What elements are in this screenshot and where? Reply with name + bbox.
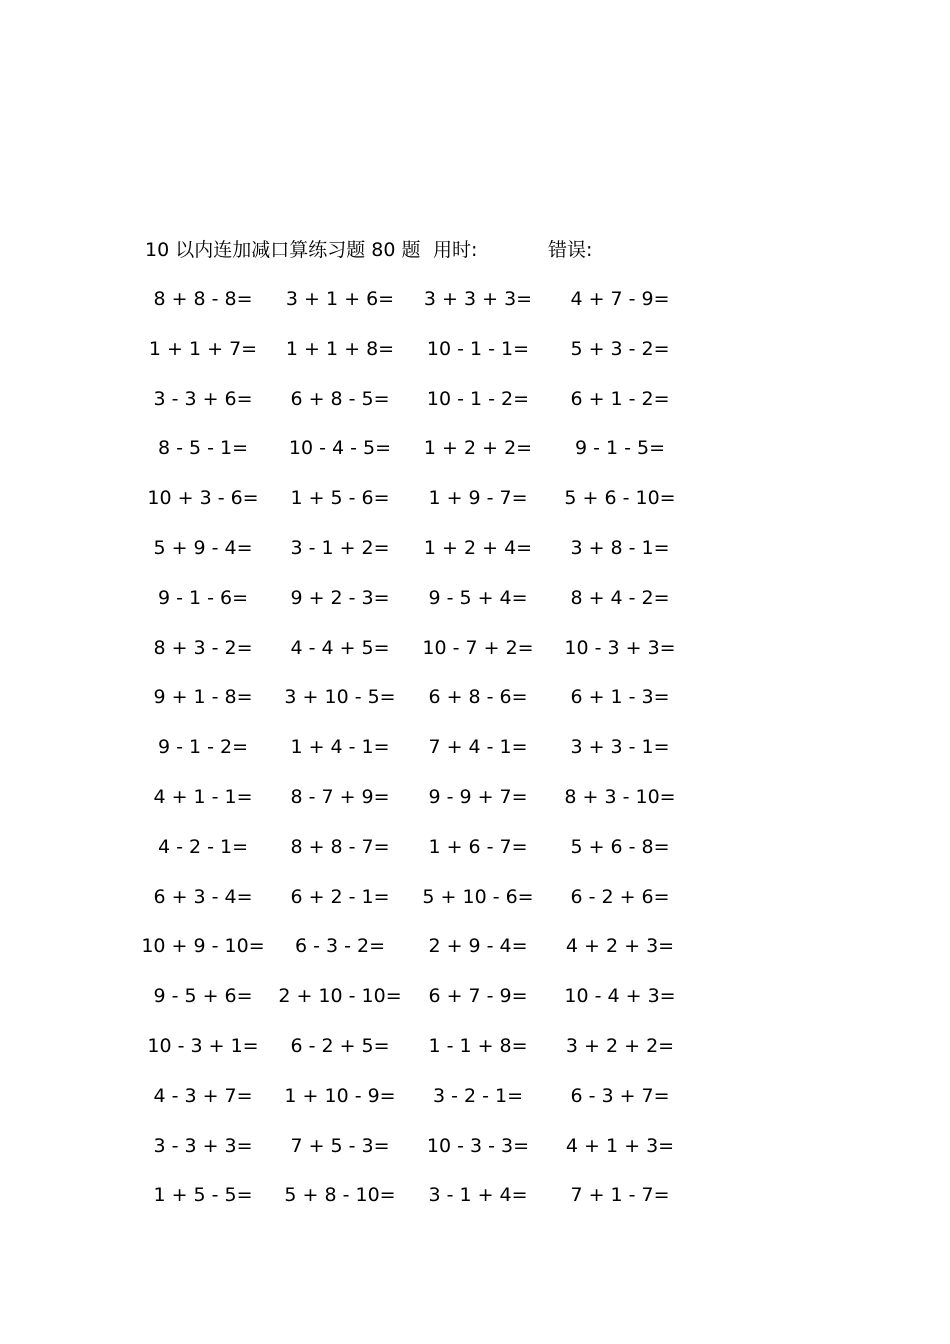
math-problem: 5 + 10 - 6= xyxy=(422,885,534,908)
math-problem: 6 + 8 - 6= xyxy=(428,686,528,709)
math-problem: 10 - 4 + 3= xyxy=(564,985,676,1008)
problem-row xyxy=(0,334,950,384)
math-problem: 9 - 1 - 5= xyxy=(574,437,666,460)
math-problem: 9 + 2 - 3= xyxy=(290,586,390,609)
math-problem: 1 + 9 - 7= xyxy=(428,487,528,510)
problem-row xyxy=(0,1131,950,1181)
math-problem: 7 + 5 - 3= xyxy=(290,1134,390,1157)
math-problem: 3 + 3 + 3= xyxy=(423,288,533,310)
math-problem: 1 + 1 + 7= xyxy=(148,337,258,360)
math-problem: 7 + 4 - 1= xyxy=(428,736,528,759)
math-problem: 10 - 7 + 2= xyxy=(422,636,534,659)
math-problem: 4 - 3 + 7= xyxy=(153,1084,253,1107)
math-problem: 1 + 2 + 4= xyxy=(423,536,533,559)
math-problem: 3 + 10 - 5= xyxy=(284,686,396,709)
math-problem: 9 - 1 - 6= xyxy=(157,586,249,609)
problem-row xyxy=(0,583,950,633)
math-problem: 5 + 6 - 8= xyxy=(570,835,670,858)
problem-row xyxy=(0,882,950,932)
math-problem: 6 + 8 - 5= xyxy=(290,387,390,410)
math-problem: 3 - 1 + 4= xyxy=(428,1184,528,1207)
problem-row xyxy=(0,682,950,732)
problem-row xyxy=(0,1081,950,1131)
math-problem: 8 + 3 - 10= xyxy=(564,785,676,808)
math-problem: 1 + 5 - 5= xyxy=(153,1184,253,1207)
math-problem: 1 + 5 - 6= xyxy=(290,487,390,510)
math-problem: 8 - 5 - 1= xyxy=(157,437,249,460)
math-problem: 6 - 3 + 7= xyxy=(570,1084,670,1107)
problem-row xyxy=(0,1180,950,1230)
math-problem: 8 + 4 - 2= xyxy=(570,586,670,609)
math-problem: 9 - 9 + 7= xyxy=(428,785,528,808)
math-problem: 1 + 1 + 8= xyxy=(285,337,395,360)
math-problem: 1 + 10 - 9= xyxy=(284,1084,396,1107)
math-problem: 3 - 3 + 3= xyxy=(153,1134,253,1157)
problem-row xyxy=(0,931,950,981)
math-problem: 6 + 7 - 9= xyxy=(428,985,528,1008)
math-problem: 10 - 4 - 5= xyxy=(288,437,392,460)
math-problem: 10 - 1 - 1= xyxy=(426,337,530,360)
math-problem: 6 - 2 + 6= xyxy=(570,885,670,908)
math-problem: 8 - 7 + 9= xyxy=(290,785,390,808)
math-problem: 3 + 3 - 1= xyxy=(570,736,670,759)
math-problem: 6 + 2 - 1= xyxy=(290,885,390,908)
problem-row xyxy=(0,981,950,1031)
math-problem: 10 + 9 - 10= xyxy=(141,935,265,958)
math-problem: 5 + 3 - 2= xyxy=(570,337,670,360)
math-problem: 3 - 2 - 1= xyxy=(432,1084,524,1107)
problem-row xyxy=(0,433,950,483)
problem-row xyxy=(0,732,950,782)
worksheet-title: 10 以内连加减口算练习题 80 题 xyxy=(145,239,421,261)
math-problem: 3 + 2 + 2= xyxy=(565,1034,675,1057)
math-problem: 4 + 1 + 3= xyxy=(565,1134,675,1157)
math-problem: 6 + 3 - 4= xyxy=(153,885,253,908)
math-problem: 3 + 1 + 6= xyxy=(285,288,395,310)
math-problem: 4 + 7 - 9= xyxy=(570,288,670,310)
math-problem: 4 + 1 - 1= xyxy=(153,785,253,808)
math-problem: 6 - 3 - 2= xyxy=(294,935,386,958)
math-problem: 6 + 1 - 2= xyxy=(570,387,670,410)
math-problem: 1 + 4 - 1= xyxy=(290,736,390,759)
problem-row xyxy=(0,1031,950,1081)
math-problem: 7 + 1 - 7= xyxy=(570,1184,670,1207)
math-problem: 4 - 2 - 1= xyxy=(157,835,249,858)
math-problem: 9 - 5 + 6= xyxy=(153,985,253,1008)
math-problem: 1 + 6 - 7= xyxy=(428,835,528,858)
math-problem: 5 + 6 - 10= xyxy=(564,487,676,510)
math-problem: 10 - 1 - 2= xyxy=(426,387,530,410)
math-problem: 4 - 4 + 5= xyxy=(290,636,390,659)
problem-row xyxy=(0,633,950,683)
math-problem: 6 + 1 - 3= xyxy=(570,686,670,709)
math-problem: 10 + 3 - 6= xyxy=(147,487,259,510)
math-problem: 10 - 3 + 1= xyxy=(147,1034,259,1057)
math-problem: 1 - 1 + 8= xyxy=(428,1034,528,1057)
math-problem: 5 + 9 - 4= xyxy=(153,536,253,559)
math-problem: 5 + 8 - 10= xyxy=(284,1184,396,1207)
problem-row xyxy=(0,284,950,334)
math-problem: 3 - 1 + 2= xyxy=(290,536,390,559)
math-problem: 2 + 9 - 4= xyxy=(428,935,528,958)
problem-row xyxy=(0,384,950,434)
errors-label: 错误: xyxy=(548,239,593,261)
math-problem: 8 + 3 - 2= xyxy=(153,636,253,659)
time-used-label: 用时: xyxy=(433,239,478,261)
problem-grid xyxy=(0,284,950,1230)
math-problem: 8 + 8 - 7= xyxy=(290,835,390,858)
problem-row xyxy=(0,533,950,583)
math-problem: 1 + 2 + 2= xyxy=(423,437,533,460)
math-problem: 3 + 8 - 1= xyxy=(570,536,670,559)
worksheet-header xyxy=(0,236,950,264)
problem-row xyxy=(0,782,950,832)
math-problem: 9 + 1 - 8= xyxy=(153,686,253,709)
math-problem: 9 - 5 + 4= xyxy=(428,586,528,609)
math-problem: 8 + 8 - 8= xyxy=(153,288,253,310)
math-problem: 2 + 10 - 10= xyxy=(278,985,402,1008)
math-problem: 10 - 3 + 3= xyxy=(564,636,676,659)
math-problem: 4 + 2 + 3= xyxy=(565,935,675,958)
math-problem: 10 - 3 - 3= xyxy=(426,1134,530,1157)
math-problem: 6 - 2 + 5= xyxy=(290,1034,390,1057)
math-problem: 9 - 1 - 2= xyxy=(157,736,249,759)
problem-row xyxy=(0,832,950,882)
problem-row xyxy=(0,483,950,533)
math-problem: 3 - 3 + 6= xyxy=(153,387,253,410)
